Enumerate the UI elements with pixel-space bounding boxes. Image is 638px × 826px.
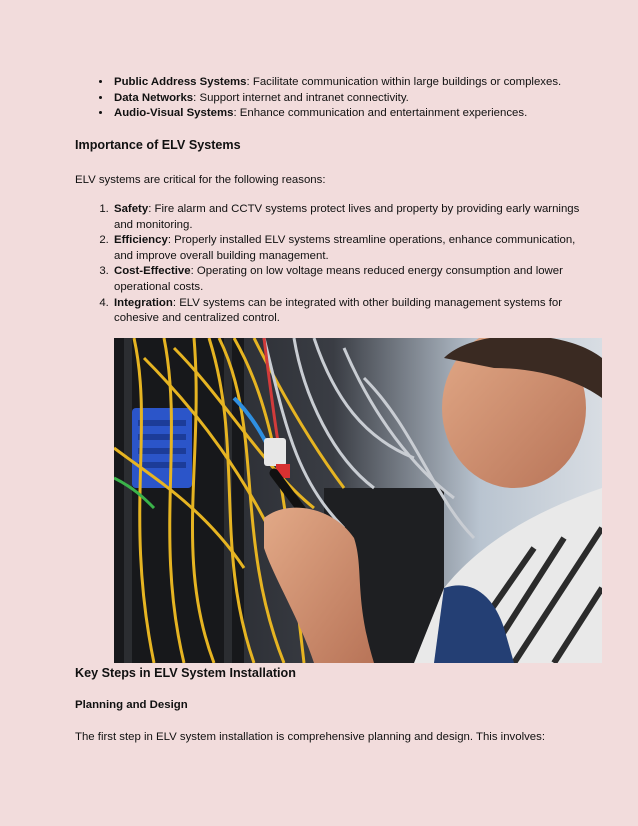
list-item-term: Audio-Visual Systems bbox=[114, 107, 234, 120]
list-item-term: Cost-Effective bbox=[114, 265, 191, 278]
importance-heading: Importance of ELV Systems bbox=[75, 138, 241, 152]
elv-system-types-list bbox=[93, 75, 612, 122]
planning-design-paragraph: The first step in ELV system installation is comprehensive planning and design. This involves: bbox=[75, 731, 545, 743]
list-item-text: : Operating on low voltage means reduced energy consumption and lower operational costs. bbox=[114, 265, 563, 293]
importance-intro: ELV systems are critical for the following reasons: bbox=[75, 174, 326, 186]
importance-reasons-list bbox=[93, 202, 590, 327]
installation-heading: Key Steps in ELV System Installation bbox=[75, 666, 296, 680]
list-item-text: : Facilitate communication within large buildings or complexes. bbox=[246, 76, 562, 88]
list-item bbox=[112, 106, 612, 122]
list-item bbox=[112, 296, 590, 327]
list-item-term: Integration bbox=[114, 296, 173, 309]
list-item bbox=[112, 75, 612, 91]
list-item-term: Data Networks bbox=[114, 91, 194, 104]
list-item-term: Efficiency bbox=[114, 234, 168, 247]
list-item bbox=[112, 202, 590, 233]
list-item-text: : Support internet and intranet connectivity. bbox=[193, 91, 409, 104]
list-item-term: Safety bbox=[114, 203, 149, 215]
planning-design-subheading: Planning and Design bbox=[75, 699, 188, 711]
list-item-term: Public Address Systems bbox=[114, 76, 247, 88]
list-item bbox=[112, 233, 590, 264]
list-item-text: : Fire alarm and CCTV systems protect lives and property by providing early warnings and monitoring. bbox=[114, 203, 580, 231]
list-item-text: : Enhance communication and entertainment experiences. bbox=[233, 107, 528, 120]
list-item-text: : Properly installed ELV systems streamline operations, enhance communication, and improve overall building management. bbox=[114, 234, 576, 262]
technician-cabling-photo bbox=[114, 338, 602, 663]
list-item bbox=[112, 91, 612, 107]
list-item bbox=[112, 264, 590, 295]
list-item-text: : ELV systems can be integrated with other building management systems for cohesive and centralized control. bbox=[114, 296, 563, 325]
